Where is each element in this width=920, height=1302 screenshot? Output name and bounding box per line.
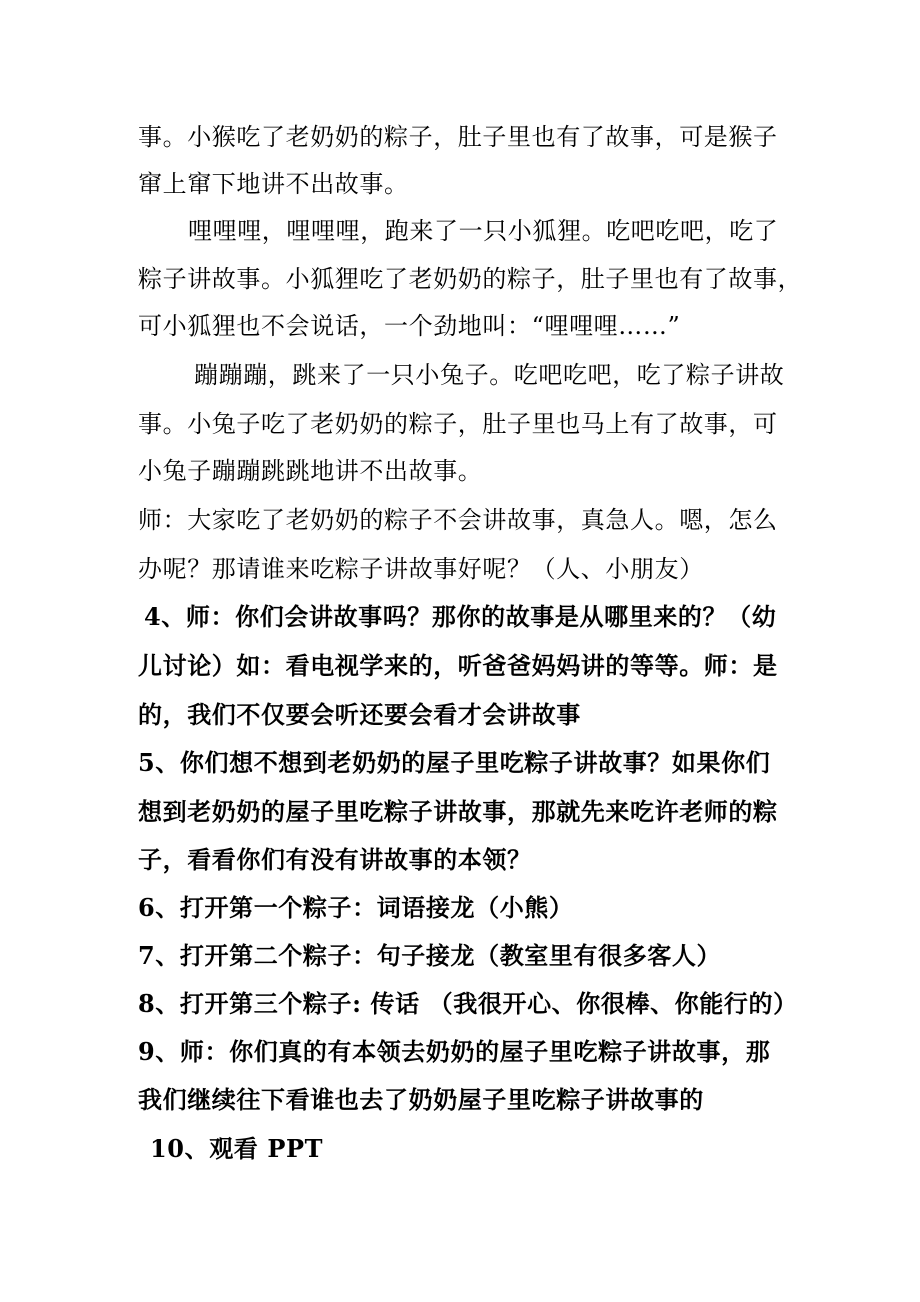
text-line-16: 子，看看你们有没有讲故事的本领？ [138, 845, 532, 874]
text-line-8: 小兔子蹦蹦跳跳地讲不出故事。 [138, 457, 483, 485]
text-line-12: 儿讨论）如：看电视学来的，听爸爸妈妈讲的等等。师：是 [138, 651, 778, 680]
text-line-20: 9、师：你们真的有本领去奶奶的屋子里吃粽子讲故事，那 [138, 1037, 771, 1066]
text-line-7: 事。小兔子吃了老奶奶的粽子，肚子里也马上有了故事，可 [138, 410, 778, 438]
text-line-13: 的，我们不仅要会听还要会看才会讲故事 [138, 700, 581, 729]
text-line-22: 10、观看 PPT [150, 1134, 324, 1163]
text-line-15: 想到老奶奶的屋子里吃粽子讲故事，那就先来吃许老师的粽 [138, 797, 778, 826]
text-line-1: 事。小猴吃了老奶奶的粽子，肚子里也有了故事，可是猴子 [138, 123, 778, 151]
text-line-2: 窜上窜下地讲不出故事。 [138, 170, 409, 198]
text-line-14: 5、你们想不想到老奶奶的屋子里吃粽子讲故事？如果你们 [138, 748, 771, 777]
text-line-18: 7、打开第二个粽子：句子接龙（教室里有很多客人） [138, 941, 722, 970]
text-line-6: 蹦蹦蹦，跳来了一只小兔子。吃吧吃吧，吃了粽子讲故 [194, 361, 785, 389]
text-line-3: 哩哩哩，哩哩哩，跑来了一只小狐狸。吃吧吃吧，吃了 [188, 217, 779, 245]
text-line-11: 4、师：你们会讲故事吗？那你的故事是从哪里来的？（幼 [144, 602, 777, 631]
text-line-5: 可小狐狸也不会说话，一个劲地叫：“哩哩哩……” [138, 312, 681, 340]
text-line-21: 我们继续往下看谁也去了奶奶屋子里吃粽子讲故事的 [138, 1085, 704, 1114]
text-line-4: 粽子讲故事。小狐狸吃了老奶奶的粽子，肚子里也有了故事， [138, 265, 803, 293]
text-line-9: 师：大家吃了老奶奶的粽子不会讲故事，真急人。嗯，怎么 [138, 506, 778, 534]
text-line-17: 6、打开第一个粽子：词语接龙（小熊） [138, 893, 574, 922]
text-line-10: 办呢？那请谁来吃粽子讲故事好呢？（人、小朋友） [138, 555, 704, 583]
text-line-19: 8、打开第三个粽子: 传话 （我很开心、你很棒、你能行的） [138, 989, 798, 1018]
